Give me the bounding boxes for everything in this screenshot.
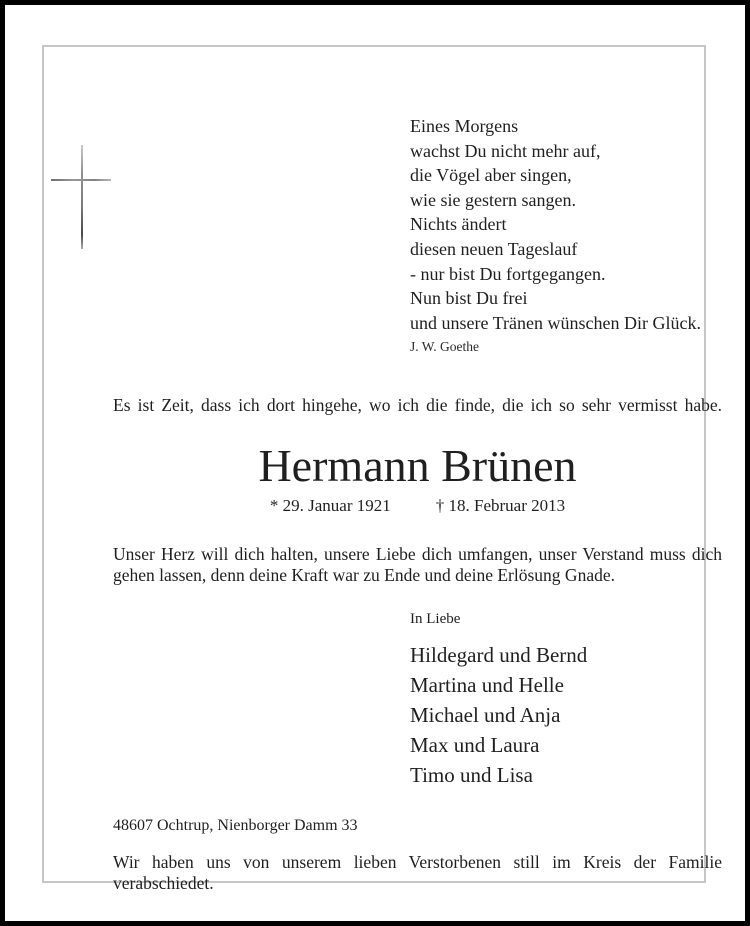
poem-line: Nun bist Du frei bbox=[410, 288, 528, 309]
decorative-frame bbox=[42, 45, 722, 893]
deceased-name: Hermann Brünen bbox=[258, 440, 577, 491]
mourners-list bbox=[410, 640, 587, 790]
death-date: † 18. Februar 2013 bbox=[435, 496, 566, 515]
poem-line: Eines Morgens bbox=[410, 116, 519, 136]
intro-line: Es ist Zeit, dass ich dort hingehe, wo ich die finde, die ich so sehr vermisst habe. bbox=[113, 395, 722, 415]
address-line: 48607 Ochtrup, Nienborger Damm 33 bbox=[113, 817, 358, 834]
poem-line: Nichts ändert bbox=[410, 214, 507, 235]
poem-line: und unsere Tränen wünschen Dir Glück. bbox=[410, 312, 701, 333]
poem-line: diesen neuen Tageslauf bbox=[410, 238, 578, 259]
life-dates bbox=[113, 494, 722, 518]
poem-line: die Vögel aber singen, bbox=[410, 165, 572, 186]
poem-line: wie sie gestern sangen. bbox=[410, 189, 576, 210]
poem-line: wachst Du nicht mehr auf, bbox=[410, 140, 601, 161]
poem-line: - nur bist Du fortgegangen. bbox=[410, 263, 606, 284]
mourner-line: Timo und Lisa bbox=[410, 763, 533, 787]
birth-date: * 29. Januar 1921 bbox=[269, 496, 391, 515]
mourner-line: Martina und Helle bbox=[410, 673, 564, 697]
tribute-text: Unser Herz will dich halten, unsere Liebe dich umfangen, unser Verstand muss dich gehen lassen, denn deine Kraft war zu Ende und deine Erlösung Gnade. bbox=[113, 544, 722, 585]
mourner-line: Michael und Anja bbox=[410, 703, 561, 727]
mourner-line: Hildegard und Bernd bbox=[410, 643, 588, 667]
farewell-text: Wir haben uns von unserem lieben Verstorbenen still im Kreis der Familie verabschiedet. bbox=[113, 852, 722, 893]
poem bbox=[410, 114, 701, 357]
salutation: In Liebe bbox=[410, 611, 461, 627]
poem-attribution: J. W. Goethe bbox=[410, 339, 479, 355]
mourner-line: Max und Laura bbox=[410, 733, 540, 757]
